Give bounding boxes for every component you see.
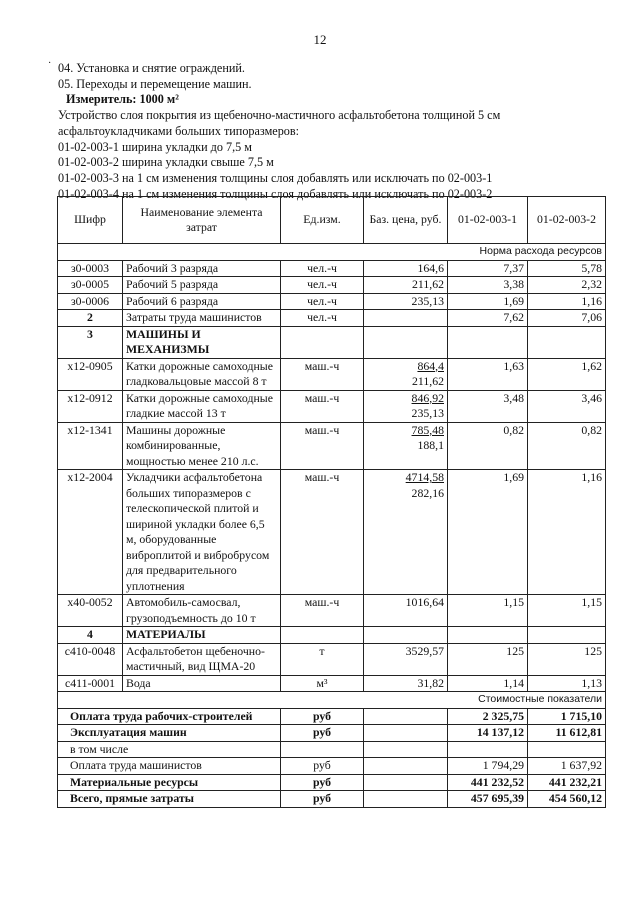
cell-unit: маш.-ч xyxy=(281,470,364,595)
cell-code: з0-0005 xyxy=(58,277,123,294)
cell-code: 4 xyxy=(58,627,123,644)
cell-unit xyxy=(281,326,364,358)
summary-value-2: 441 232,21 xyxy=(528,774,606,791)
price-value: 1016,64 xyxy=(405,595,444,609)
summary-price xyxy=(364,791,448,808)
summary-row xyxy=(58,741,606,758)
table-row xyxy=(58,627,606,644)
cell-code: х12-2004 xyxy=(58,470,123,595)
summary-name: Материальные ресурсы xyxy=(58,774,281,791)
cell-value-1: 1,63 xyxy=(448,358,528,390)
summary-name: Оплата труда машинистов xyxy=(58,758,281,775)
header-col1: 01-02-003-1 xyxy=(448,197,528,244)
price-value: 4714,58 xyxy=(405,470,444,484)
cell-value-1 xyxy=(448,627,528,644)
cell-code: х40-0052 xyxy=(58,595,123,627)
price-value: 164,6 xyxy=(417,260,444,275)
table-row xyxy=(58,293,606,310)
table-row xyxy=(58,326,606,358)
cell-code: з0-0003 xyxy=(58,260,123,277)
intro-text xyxy=(58,61,618,202)
cell-value-1: 1,69 xyxy=(448,293,528,310)
cell-unit: чел.-ч xyxy=(281,277,364,294)
cell-code: х12-1341 xyxy=(58,422,123,470)
cost-label-row xyxy=(58,692,606,709)
intro-line: 05. Переходы и перемещение машин. xyxy=(58,76,252,91)
cell-price xyxy=(364,390,448,422)
cell-name: Рабочий 5 разряда xyxy=(123,277,281,294)
cell-value-2: 1,16 xyxy=(528,293,606,310)
norm-label-row xyxy=(58,244,606,261)
cell-code: с411-0001 xyxy=(58,675,123,692)
cell-name: МАТЕРИАЛЫ xyxy=(123,627,281,644)
cost-label: Стоимостные показатели xyxy=(58,692,606,709)
cell-price xyxy=(364,675,448,692)
cell-price xyxy=(364,326,448,358)
price-machinist-value: 282,16 xyxy=(411,485,444,500)
price-machinist-value: 235,13 xyxy=(411,406,444,420)
summary-price xyxy=(364,741,448,758)
summary-unit xyxy=(281,741,364,758)
summary-value-1: 14 137,12 xyxy=(448,725,528,742)
cell-value-2: 5,78 xyxy=(528,260,606,277)
cell-value-1: 1,69 xyxy=(448,470,528,595)
cell-code: х12-0905 xyxy=(58,358,123,390)
cell-name: Машины дорожные комбинированные, мощностью менее 210 л.с. xyxy=(123,422,281,470)
summary-value-2 xyxy=(528,741,606,758)
cell-name: Укладчики асфальтобетона больших типоразмеров с телескопической плитой и шириной укладки более 6,5 м, оборудованные виброплитой и вибробрусом для предварительного уплотнения xyxy=(123,470,281,595)
table-row xyxy=(58,422,606,470)
norm-label: Норма расхода ресурсов xyxy=(58,244,606,261)
cell-value-2: 1,15 xyxy=(528,595,606,627)
summary-value-1: 1 794,29 xyxy=(448,758,528,775)
cell-unit: маш.-ч xyxy=(281,595,364,627)
meter-label: Измеритель: 1000 м² xyxy=(66,92,179,107)
summary-price xyxy=(364,725,448,742)
summary-price xyxy=(364,708,448,725)
price-value: 3529,57 xyxy=(405,643,444,658)
cell-price xyxy=(364,595,448,627)
cell-unit: чел.-ч xyxy=(281,260,364,277)
summary-value-2: 11 612,81 xyxy=(528,725,606,742)
desc-line: асфальтоукладчиками больших типоразмеров: xyxy=(58,123,300,138)
table-row xyxy=(58,358,606,390)
table-header-row xyxy=(58,197,606,244)
cell-price xyxy=(364,627,448,644)
cell-name: Рабочий 3 разряда xyxy=(123,260,281,277)
cell-code: з0-0006 xyxy=(58,293,123,310)
cell-name: МАШИНЫ И МЕХАНИЗМЫ xyxy=(123,326,281,358)
cell-price xyxy=(364,293,448,310)
summary-value-1 xyxy=(448,741,528,758)
page-number: 12 xyxy=(313,32,327,47)
summary-unit: руб xyxy=(281,791,364,808)
cell-value-1 xyxy=(448,326,528,358)
cell-value-2: 125 xyxy=(528,643,606,675)
summary-value-1: 457 695,39 xyxy=(448,791,528,808)
price-machinist-value: 211,62 xyxy=(411,374,444,388)
price-value: 864,4 xyxy=(417,358,444,373)
cell-value-1: 3,38 xyxy=(448,277,528,294)
table-row xyxy=(58,390,606,422)
cell-value-1: 1,14 xyxy=(448,675,528,692)
page-mark: · xyxy=(48,58,52,69)
cell-price xyxy=(364,358,448,390)
summary-row xyxy=(58,725,606,742)
cell-name: Рабочий 6 разряда xyxy=(123,293,281,310)
summary-unit: руб xyxy=(281,758,364,775)
cell-unit: чел.-ч xyxy=(281,293,364,310)
cell-code: с410-0048 xyxy=(58,643,123,675)
cell-value-1: 3,48 xyxy=(448,390,528,422)
summary-price xyxy=(364,774,448,791)
header-unit: Ед.изм. xyxy=(281,197,364,244)
cell-value-2: 2,32 xyxy=(528,277,606,294)
cell-unit xyxy=(281,627,364,644)
summary-name: в том числе xyxy=(58,741,281,758)
cell-price xyxy=(364,422,448,470)
header-name: Наименование элемента затрат xyxy=(123,197,281,244)
cost-table xyxy=(57,196,606,808)
cell-unit: маш.-ч xyxy=(281,390,364,422)
summary-name: Всего, прямые затраты xyxy=(58,791,281,808)
cell-name: Затраты труда машинистов xyxy=(123,310,281,327)
price-value: 846,92 xyxy=(411,390,444,405)
cell-value-2: 1,62 xyxy=(528,358,606,390)
summary-value-2: 1 637,92 xyxy=(528,758,606,775)
cell-name: Вода xyxy=(123,675,281,692)
cell-code: 3 xyxy=(58,326,123,358)
cell-unit: м³ xyxy=(281,675,364,692)
table-row xyxy=(58,260,606,277)
summary-unit: руб xyxy=(281,708,364,725)
cell-value-2: 3,46 xyxy=(528,390,606,422)
cell-value-2: 1,16 xyxy=(528,470,606,595)
table-row xyxy=(58,310,606,327)
cell-name: Автомобиль-самосвал, грузоподъемность до 10 т xyxy=(123,595,281,627)
cell-value-2 xyxy=(528,627,606,644)
desc-line: 01-02-003-3 на 1 см изменения толщины слоя добавлять или исключать по 02-003-1 xyxy=(58,170,493,185)
summary-row xyxy=(58,708,606,725)
header-price: Баз. цена, руб. xyxy=(364,197,448,244)
cell-value-2: 0,82 xyxy=(528,422,606,470)
price-value: 211,62 xyxy=(411,277,444,291)
desc-line: 01-02-003-1 ширина укладки до 7,5 м xyxy=(58,139,253,154)
summary-value-2: 454 560,12 xyxy=(528,791,606,808)
summary-value-1: 2 325,75 xyxy=(448,708,528,725)
cell-name: Катки дорожные самоходные гладкие массой 13 т xyxy=(123,390,281,422)
price-value: 785,48 xyxy=(411,422,444,437)
cell-price xyxy=(364,260,448,277)
summary-name: Оплата труда рабочих-строителей xyxy=(58,708,281,725)
table-row xyxy=(58,277,606,294)
cell-unit: маш.-ч xyxy=(281,358,364,390)
cell-value-2: 7,06 xyxy=(528,310,606,327)
table-row xyxy=(58,470,606,595)
cell-value-2 xyxy=(528,326,606,358)
table-row xyxy=(58,675,606,692)
cell-code: 2 xyxy=(58,310,123,327)
summary-unit: руб xyxy=(281,774,364,791)
header-col2: 01-02-003-2 xyxy=(528,197,606,244)
cell-value-1: 7,37 xyxy=(448,260,528,277)
cell-name: Катки дорожные самоходные гладковальцовые массой 8 т xyxy=(123,358,281,390)
cell-unit: чел.-ч xyxy=(281,310,364,327)
summary-value-1: 441 232,52 xyxy=(448,774,528,791)
cell-price xyxy=(364,470,448,595)
table-row xyxy=(58,643,606,675)
cell-unit: маш.-ч xyxy=(281,422,364,470)
desc-line: Устройство слоя покрытия из щебеночно-мастичного асфальтобетона толщиной 5 см xyxy=(58,108,501,123)
cell-value-1: 1,15 xyxy=(448,595,528,627)
intro-line: 04. Установка и снятие ограждений. xyxy=(58,61,245,75)
cell-value-1: 7,62 xyxy=(448,310,528,327)
desc-line: 01-02-003-2 ширина укладки свыше 7,5 м xyxy=(58,155,274,170)
cell-value-1: 0,82 xyxy=(448,422,528,470)
summary-price xyxy=(364,758,448,775)
header-code: Шифр xyxy=(58,197,123,244)
summary-name: Эксплуатация машин xyxy=(58,725,281,742)
price-value: 31,82 xyxy=(417,675,444,690)
cell-unit: т xyxy=(281,643,364,675)
price-value: 235,13 xyxy=(411,293,444,308)
cell-price xyxy=(364,310,448,327)
summary-row xyxy=(58,774,606,791)
summary-row xyxy=(58,758,606,775)
cell-code: х12-0912 xyxy=(58,390,123,422)
price-machinist-value: 188,1 xyxy=(417,438,444,452)
table-row xyxy=(58,595,606,627)
cell-price xyxy=(364,643,448,675)
cell-name: Асфальтобетон щебеночно-мастичный, вид ЩМА-20 xyxy=(123,643,281,675)
cell-value-2: 1,13 xyxy=(528,675,606,692)
cell-value-1: 125 xyxy=(448,643,528,675)
desc-line: 01-02-003-4 на 1 см изменения толщины слоя добавлять или исключать по 02-003-2 xyxy=(58,186,493,201)
summary-row xyxy=(58,791,606,808)
cell-price xyxy=(364,277,448,294)
summary-unit: руб xyxy=(281,725,364,742)
summary-value-2: 1 715,10 xyxy=(528,708,606,725)
